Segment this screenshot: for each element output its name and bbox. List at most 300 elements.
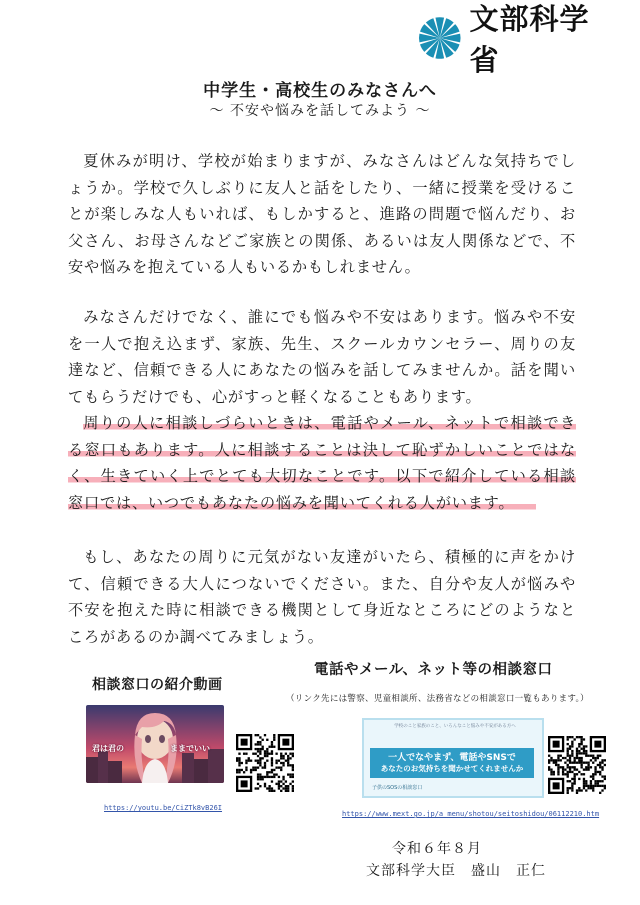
qr-module [580,741,582,743]
qr-module [578,759,580,761]
qr-module [264,762,266,764]
qr-module [587,768,589,770]
qr-module [571,743,573,745]
qr-module [292,764,294,766]
qr-module [238,769,240,771]
qr-module [259,776,261,778]
qr-module [266,771,268,773]
qr-module [257,766,259,768]
qr-module [271,753,273,755]
qr-module [255,766,257,768]
qr-module [259,762,261,764]
qr-module [262,739,264,741]
qr-module [580,752,582,754]
qr-module [252,769,254,771]
qr-module [282,787,284,789]
qr-module [597,771,599,773]
qr-module [580,773,582,775]
qr-module [571,762,573,764]
qr-module [594,768,596,770]
qr-module [275,773,277,775]
qr-module [599,792,601,794]
qr-module [259,748,261,750]
qr-module [250,760,252,762]
qr-module [574,773,576,775]
paragraph-1: 夏休みが明け、学校が始まりますが、みなさんはどんな気持ちでしょうか。学校で久しぶりに友人と話をしたり、一緒に授業を受けることが楽しみな人もいれば、もしかすると、進路の問題で悩んだり、お父さん、お母さんなどご家族との関係、あるいは友人関係などで、不安や悩みを抱えている人もいるかもしれません。 [68,152,576,276]
qr-module [567,773,569,775]
qr-module [259,760,261,762]
qr-module [601,762,603,764]
qr-module [268,776,270,778]
qr-module [604,778,606,780]
qr-module [580,736,582,738]
qr-module [574,762,576,764]
qr-module [594,780,596,782]
qr-module [571,787,573,789]
qr-module [601,789,603,791]
qr-module [567,752,569,754]
qr-module [266,748,268,750]
qr-module [273,773,275,775]
qr-module [273,769,275,771]
qr-module [287,760,289,762]
qr-module [585,766,587,768]
qr-module [560,766,562,768]
video-thumbnail[interactable] [86,705,224,783]
qr-module [571,745,573,747]
qr-module [236,757,238,759]
qr-module [259,741,261,743]
qr-module [257,776,259,778]
qr-module [604,764,606,766]
qr-module [583,778,585,780]
qr-module [273,736,275,738]
contact-site-thumbnail[interactable] [362,718,544,798]
qr-module [580,764,582,766]
qr-module [599,755,601,757]
qr-module [266,739,268,741]
qr-module [271,746,273,748]
qr-module [597,782,599,784]
date: 令和６年８月 [392,841,482,857]
qr-module [592,755,594,757]
qr-module [594,785,596,787]
qr-module [289,757,291,759]
page-title: 中学生・高校生のみなさんへ [203,81,437,101]
qr-module [280,762,282,764]
qr-module [578,736,580,738]
qr-module [271,787,273,789]
qr-module [569,780,571,782]
qr-module [271,762,273,764]
qr-module [550,771,552,773]
qr-module [590,787,592,789]
qr-module [548,768,550,770]
qr-module [557,768,559,770]
qr-module [567,750,569,752]
qr-module [285,760,287,762]
qr-module [550,757,552,759]
qr-module [266,776,268,778]
qr-module [569,768,571,770]
qr-module [238,771,240,773]
qr-module [578,757,580,759]
qr-module [266,755,268,757]
qr-module [574,759,576,761]
video-qr-code[interactable] [236,734,294,792]
qr-module [271,764,273,766]
qr-module [548,762,550,764]
qr-module [257,748,259,750]
qr-module [282,762,284,764]
qr-module [287,785,289,787]
qr-module [580,789,582,791]
qr-module [238,753,240,755]
qr-module [601,780,603,782]
qr-module [273,739,275,741]
qr-module [569,759,571,761]
qr-module [268,753,270,755]
qr-module [571,752,573,754]
qr-module [587,762,589,764]
qr-module [567,771,569,773]
qr-module [266,753,268,755]
thumb-footer: 子供のSOSの相談窓口 [372,785,423,791]
qr-module [557,766,559,768]
qr-module [560,759,562,761]
qr-module [238,764,240,766]
qr-module [241,769,243,771]
qr-module [289,753,291,755]
qr-module [583,787,585,789]
qr-module [574,780,576,782]
qr-module [275,762,277,764]
qr-module [597,755,599,757]
qr-module [567,775,569,777]
qr-module [583,762,585,764]
qr-module [567,780,569,782]
video-url-link[interactable]: https://youtu.be/CiZTk8vB26I [104,804,223,812]
qr-module [287,790,289,792]
qr-module [571,755,573,757]
qr-module [255,753,257,755]
qr-module [241,780,248,787]
qr-module [252,766,254,768]
thumb-headline: 一人でなやまず、電話やSNSで [388,753,516,763]
qr-module [585,768,587,770]
qr-module [257,783,259,785]
qr-module [567,736,569,738]
qr-module [241,739,248,746]
qr-module [553,773,555,775]
qr-module [599,766,601,768]
qr-module [262,746,264,748]
qr-module [578,762,580,764]
qr-module [289,764,291,766]
qr-module [548,755,550,757]
signature: 文部科学大臣 盛山 正仁 [366,863,546,879]
qr-module [583,768,585,770]
qr-module [590,782,592,784]
qr-module [583,773,585,775]
qr-module [259,764,261,766]
qr-module [567,792,569,794]
qr-module [238,757,240,759]
qr-module [571,741,573,743]
qr-module [259,743,261,745]
qr-module [241,762,243,764]
qr-module [257,778,259,780]
qr-module [590,759,592,761]
qr-module [557,755,559,757]
qr-module [564,762,566,764]
highlighted-text: 周りの人に相談しづらいときは、電話やメール、ネットで相談できる窓口もあります。人に相談することは決して恥ずかしいことではなく、生きていく上でとても大切なことです。以下で紹介している相談窓口では、いつでもあなたの悩みを聞いてくれる人がいます。 [68,414,576,512]
qr-module [583,780,585,782]
qr-module [576,755,578,757]
qr-module [587,766,589,768]
qr-module [585,782,587,784]
qr-module [576,768,578,770]
qr-module [562,773,564,775]
qr-module [569,766,571,768]
qr-module [553,759,555,761]
qr-module [257,762,259,764]
qr-module [574,766,576,768]
qr-module [594,741,601,748]
qr-module [259,736,261,738]
qr-module [278,780,280,782]
qr-module [576,773,578,775]
qr-module [585,755,587,757]
qr-module [571,736,573,738]
qr-module [273,790,275,792]
qr-module [289,776,291,778]
qr-module [287,787,289,789]
qr-module [576,750,578,752]
qr-module [574,768,576,770]
qr-module [250,769,252,771]
qr-module [292,755,294,757]
qr-module [555,759,557,761]
qr-module [271,743,273,745]
mext-flower-icon [418,16,462,60]
qr-module [271,750,273,752]
paragraph-4: もし、あなたの周りに元気がない友達がいたら、積極的に声をかけて、信頼できる大人につないでください。また、自分や友人が悩みや不安を抱えた時に相談できる機関として身近なところにどのようなところがあるのか調べてみましょう。 [68,548,576,646]
qr-module [574,775,576,777]
qr-module [599,780,601,782]
qr-module [557,757,559,759]
qr-module [560,755,562,757]
qr-module [585,785,587,787]
qr-module [275,760,277,762]
qr-module [287,755,289,757]
qr-module [245,753,247,755]
qr-module [571,766,573,768]
qr-module [257,760,259,762]
qr-module [580,766,582,768]
contact-section-note: （リンク先には警察、児童相談所、法務省などの相談窓口一覧もあります。） [286,694,589,704]
qr-module [245,762,247,764]
video-caption-right: ままでいい [170,744,210,753]
qr-module [555,764,557,766]
qr-module [557,771,559,773]
page-subtitle: ～ 不安や悩みを話してみよう ～ [209,103,431,119]
qr-module [264,753,266,755]
qr-module [592,773,594,775]
qr-module [576,789,578,791]
qr-module [273,746,275,748]
contact-section-heading: 電話やメール、ネット等の相談窓口 [314,661,553,678]
qr-module [271,776,273,778]
qr-module [580,762,582,764]
qr-module [257,787,259,789]
qr-module [245,760,247,762]
qr-module [257,734,259,736]
qr-module [592,775,594,777]
qr-module [550,773,552,775]
qr-module [601,785,603,787]
qr-module [280,785,282,787]
qr-module [257,741,259,743]
qr-module [282,757,284,759]
contact-qr-code[interactable] [548,736,606,794]
qr-module [262,778,264,780]
qr-module [590,766,592,768]
qr-module [268,746,270,748]
qr-module [264,755,266,757]
qr-module [282,783,284,785]
qr-module [604,775,606,777]
qr-module [553,771,555,773]
qr-module [587,787,589,789]
qr-module [278,787,280,789]
qr-module [255,787,257,789]
qr-module [264,750,266,752]
qr-module [271,780,273,782]
qr-module [567,743,569,745]
qr-module [562,766,564,768]
qr-module [278,776,280,778]
qr-module [594,782,596,784]
qr-module [266,760,268,762]
qr-module [567,748,569,750]
qr-module [236,769,238,771]
qr-module [564,773,566,775]
qr-module [285,790,287,792]
qr-module [268,787,270,789]
logo-petal [440,34,461,43]
qr-module [569,748,571,750]
qr-module [264,785,266,787]
logo-petal [435,38,444,59]
qr-module [262,776,264,778]
qr-module [268,785,270,787]
qr-module [280,757,282,759]
qr-module [273,734,275,736]
qr-module [257,743,259,745]
qr-module [264,783,266,785]
qr-module [259,753,261,755]
qr-module [569,771,571,773]
qr-module [574,778,576,780]
qr-module [597,785,599,787]
qr-module [259,750,261,752]
qr-module [282,739,289,746]
qr-module [557,773,559,775]
qr-module [266,773,268,775]
qr-module [601,768,603,770]
qr-module [583,748,585,750]
qr-module [292,776,294,778]
qr-module [562,757,564,759]
qr-module [592,785,594,787]
qr-module [574,757,576,759]
qr-module [278,760,280,762]
video-section-heading: 相談窓口の紹介動画 [92,677,223,693]
contact-url-link[interactable]: https://www.mext.go.jp/a_menu/shotou/seitoshidou/06112210.htm [342,810,600,818]
qr-module [604,787,606,789]
qr-module [264,764,266,766]
qr-module [601,759,603,761]
qr-module [266,750,268,752]
qr-module [280,780,282,782]
qr-module [555,762,557,764]
qr-module [594,773,596,775]
logo-petal [419,34,440,43]
qr-module [255,748,257,750]
qr-module [271,790,273,792]
qr-module [282,776,284,778]
qr-module [550,768,552,770]
qr-module [255,760,257,762]
qr-module [278,785,280,787]
qr-module [597,757,599,759]
qr-module [275,766,277,768]
qr-module [268,771,270,773]
qr-module [292,785,294,787]
qr-module [569,755,571,757]
qr-module [292,753,294,755]
qr-module [604,785,606,787]
qr-module [562,771,564,773]
qr-module [583,752,585,754]
qr-module [264,776,266,778]
qr-module [571,782,573,784]
qr-module [576,752,578,754]
qr-module [594,759,596,761]
qr-module [245,766,247,768]
qr-module [592,789,594,791]
qr-module [238,760,240,762]
qr-module [257,773,259,775]
qr-module [578,750,580,752]
qr-module [564,768,566,770]
qr-module [278,783,280,785]
qr-module [548,759,550,761]
qr-module [550,759,552,761]
qr-module [280,769,282,771]
qr-module [275,783,277,785]
qr-module [569,736,571,738]
qr-module [583,745,585,747]
video-caption-left: 君は君の [92,744,124,753]
qr-module [292,773,294,775]
qr-module [599,764,601,766]
qr-module [259,757,261,759]
qr-module [592,787,594,789]
qr-module [289,783,291,785]
qr-module [252,753,254,755]
